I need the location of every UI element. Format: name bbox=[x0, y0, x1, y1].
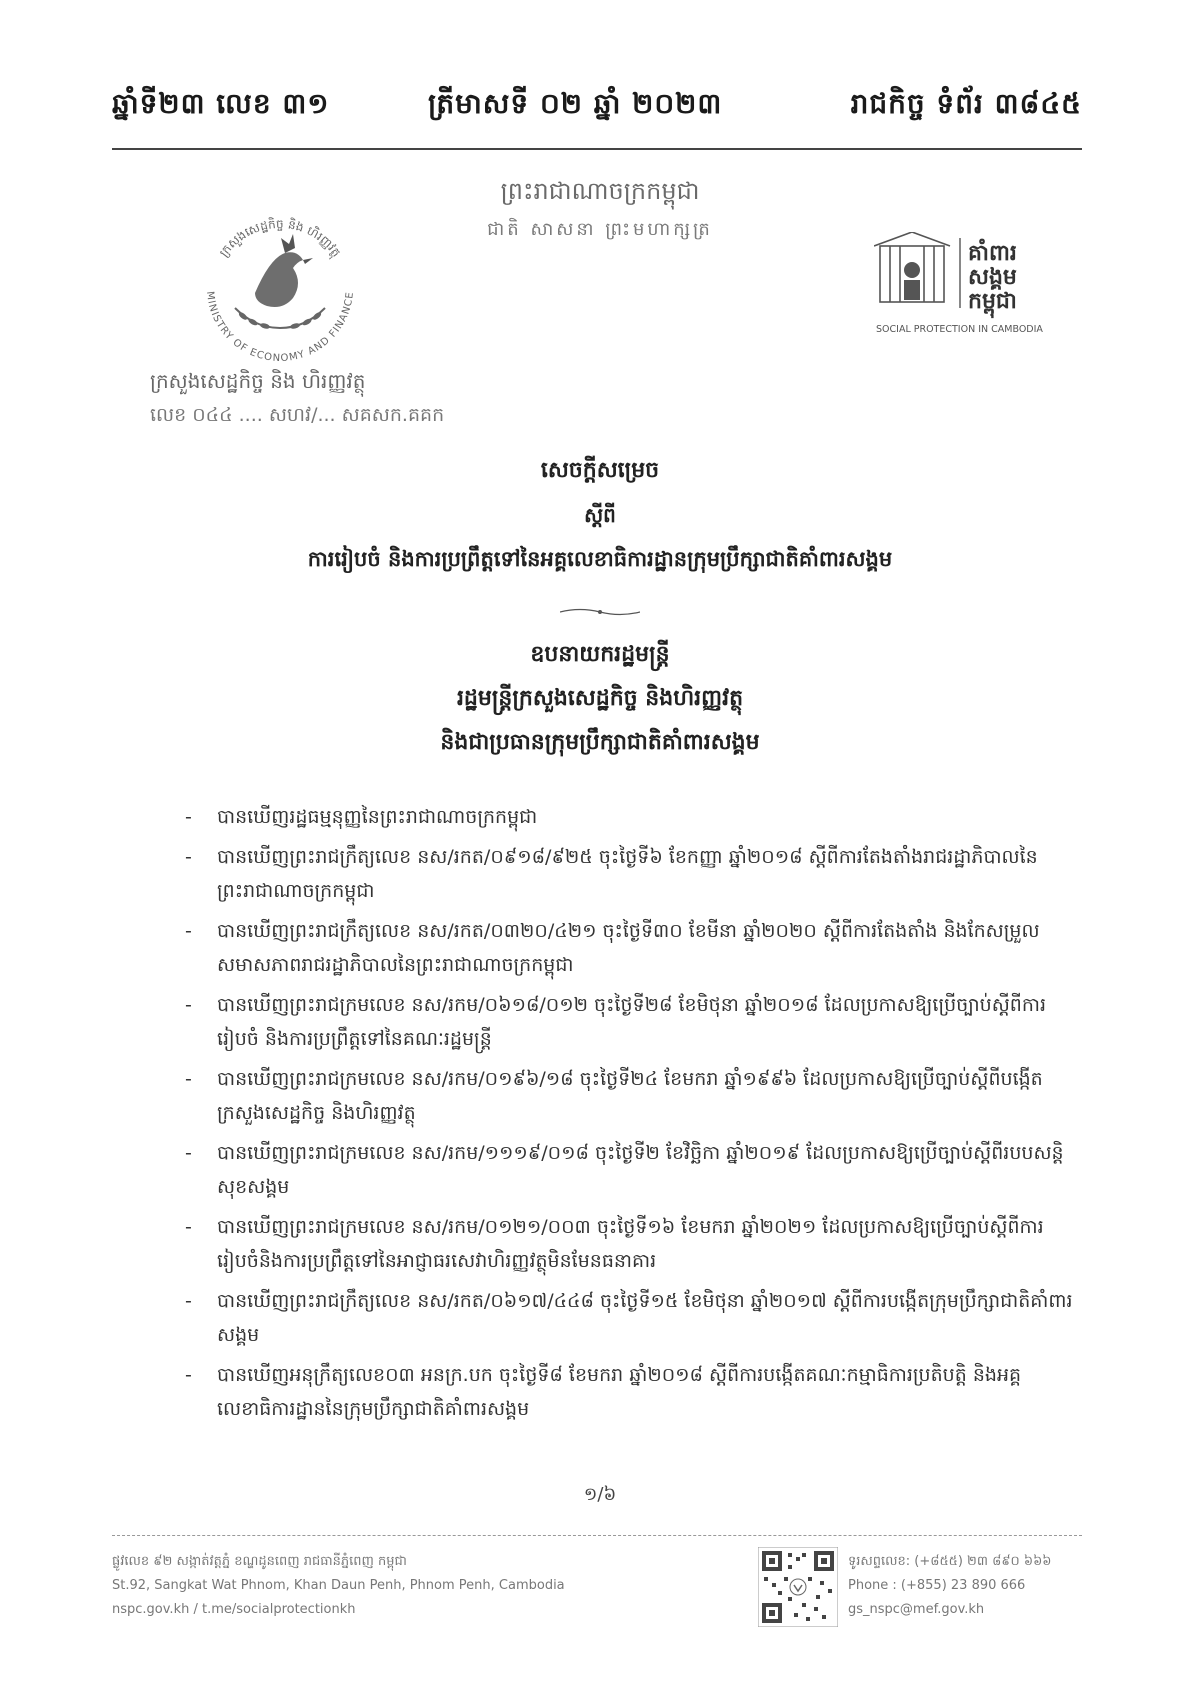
national-motto: ជាតិ សាសនា ព្រះមហាក្សត្រ bbox=[487, 219, 713, 240]
sp-logo-km-3: កម្ពុជា bbox=[968, 289, 1017, 314]
gazette-page: រាជកិច្ច ទំព័រ ៣៨៤៥ bbox=[850, 87, 1082, 120]
gazette-year-issue: ឆ្នាំទី២៣ លេខ ៣១ bbox=[112, 87, 330, 120]
list-item: - បានឃើញព្រះរាជក្រមលេខ នស/រកម/០១២១/០០៣ ចុះថ្ងៃទី១៦ ខែមករា ឆ្នាំ២០២១ ដែលប្រកាសឱ្យប្រើច្បាប់ស្តីពីការរៀបចំនិងការប្រព្រឹត្តទៅនៃអាជ្ញាធរសេវាហិរញ្ញវត្ថុមិនមែនធនាគារ bbox=[185, 1216, 1044, 1272]
phone-km: ទូរសព្ទលេខ: (+៨៥៥) ២៣ ៨៩០ ៦៦៦ bbox=[848, 1554, 1052, 1569]
address-km: ផ្លូវលេខ ៩២ សង្កាត់វត្តភ្នំ ខណ្ឌដូនពេញ រាជធានីភ្នំពេញ កម្ពុជា bbox=[112, 1554, 407, 1569]
list-item: - បានឃើញព្រះរាជក្រឹត្យលេខ នស/រកត/០៩១៨/៩២៥ ចុះថ្ងៃទី៦ ខែកញ្ញា ឆ្នាំ២០១៨ ស្តីពីការតែងតាំងរាជរដ្ឋាភិបាលនៃព្រះរាជាណាចក្រកម្ពុជា bbox=[185, 846, 1038, 902]
sp-logo-km-2: សង្គម bbox=[968, 265, 1017, 290]
seal-text-en: MINISTRY OF ECONOMY AND FINANCE bbox=[203, 290, 356, 365]
decision-title bbox=[200, 456, 1000, 577]
legal-basis-list bbox=[185, 800, 1075, 1432]
ref-prefix: លេខ bbox=[150, 404, 187, 426]
ministry-seal-icon bbox=[185, 198, 375, 368]
page-number: ១/៦ bbox=[583, 1484, 617, 1505]
kingdom-name: ព្រះរាជាណាចក្រកម្ពុជា bbox=[500, 177, 700, 205]
signatory-title-3: និងជាប្រធានក្រុមប្រឹក្សាជាតិគាំពារសង្គម bbox=[440, 730, 760, 755]
ref-suffix: សគសក.គគក bbox=[341, 404, 445, 426]
social-protection-logo-icon bbox=[874, 232, 1080, 342]
list-item: - បានឃើញព្រះរាជក្រមលេខ នស/រកម/១១១៩/០១៨ ចុះថ្ងៃទី២ ខែវិច្ឆិកា ឆ្នាំ២០១៩ ដែលប្រកាសឱ្យប្រើច្បាប់ស្តីពីរបបសន្តិសុខសង្គម bbox=[185, 1142, 1064, 1198]
footer-links[interactable]: nspc.gov.kh / t.me/socialprotectionkh bbox=[112, 1602, 356, 1617]
title-decision: សេចក្តីសម្រេច bbox=[540, 458, 660, 483]
title-subject: ការរៀបចំ និងការប្រព្រឹត្តទៅនៃអគ្គលេខាធិការដ្ឋានក្រុមប្រឹក្សាជាតិគាំពារសង្គម bbox=[307, 547, 893, 571]
footer-contact bbox=[848, 1550, 1088, 1622]
list-item: - បានឃើញរដ្ឋធម្មនុញ្ញនៃព្រះរាជាណាចក្រកម្ពុជា bbox=[185, 806, 538, 828]
sp-logo-km-1: គាំពារ bbox=[968, 241, 1017, 266]
address-en: St.92, Sangkat Wat Phnom, Khan Daun Penh, Phnom Penh, Cambodia bbox=[112, 1578, 565, 1593]
signatory-block bbox=[200, 640, 1000, 772]
list-item: - បានឃើញព្រះរាជក្រឹត្យលេខ នស/រកត/០៦១៧/៤៤៨ ចុះថ្ងៃទី១៥ ខែមិថុនា ឆ្នាំ២០១៧ ស្តីពីការបង្កើតក្រុមប្រឹក្សាជាតិគាំពារសង្គម bbox=[185, 1290, 1073, 1346]
signatory-title-1: ឧបនាយករដ្ឋមន្ត្រី bbox=[530, 642, 670, 667]
list-item: - បានឃើញអនុក្រឹត្យលេខ០៣ អនក្រ.បក ចុះថ្ងៃទី៨ ខែមករា ឆ្នាំ២០១៨ ស្តីពីការបង្កើតគណៈកម្មាធិការប្រតិបត្តិ និងអគ្គលេខាធិការដ្ឋាននៃក្រុមប្រឹក្សាជាតិគាំពារសង្គម bbox=[185, 1364, 1022, 1420]
svg-text:ក្រសួងសេដ្ឋកិច្ច និង ហិរញ្ញវត្ bbox=[217, 216, 344, 261]
gazette-header bbox=[112, 86, 1082, 146]
phone-en: Phone : (+855) 23 890 666 bbox=[848, 1578, 1026, 1593]
ref-middle: សហវ bbox=[268, 404, 312, 426]
footer-address bbox=[112, 1550, 672, 1622]
qr-code-icon bbox=[758, 1547, 838, 1627]
ornament-divider-icon bbox=[560, 605, 640, 619]
signatory-title-2: រដ្ឋមន្ត្រីក្រសួងសេដ្ឋកិច្ច និងហិរញ្ញវត្ថុ bbox=[456, 686, 744, 711]
kingdom-motto bbox=[360, 176, 840, 244]
list-item: - បានឃើញព្រះរាជក្រមលេខ នស/រកម/០៦១៨/០១២ ចុះថ្ងៃទី២៨ ខែមិថុនា ឆ្នាំ២០១៨ ដែលប្រកាសឱ្យប្រើច្បាប់ស្តីពីការរៀបចំ និងការប្រព្រឹត្តទៅនៃគណៈរដ្ឋមន្ត្រី bbox=[185, 994, 1046, 1050]
list-item: - បានឃើញព្រះរាជក្រឹត្យលេខ នស/រកត/០៣២០/៤២១ ចុះថ្ងៃទី៣០ ខែមីនា ឆ្នាំ២០២០ ស្តីពីការតែងតាំង និងកែសម្រួលសមាសភាពរាជរដ្ឋាភិបាលនៃព្រះរាជាណាចក្រកម្ពុជា bbox=[185, 920, 1040, 976]
reference-number: លេខ ០៤៤ .... សហវ/... សគសក.គគក bbox=[150, 404, 445, 426]
sp-logo-en: SOCIAL PROTECTION IN CAMBODIA bbox=[876, 324, 1043, 335]
title-on: ស្តីពី bbox=[584, 503, 616, 527]
ref-number: ០៤៤ bbox=[192, 404, 233, 426]
email-link[interactable]: gs_nspc@mef.gov.kh bbox=[848, 1602, 985, 1617]
header-divider bbox=[112, 148, 1082, 150]
seal-text-km: ក្រសួងសេដ្ឋកិច្ច និង ហិរញ្ញវត្ថុ bbox=[216, 216, 344, 260]
gazette-quarter: ត្រីមាសទី ០២ ឆ្នាំ ២០២៣ bbox=[428, 87, 723, 120]
footer-divider bbox=[112, 1535, 1082, 1536]
issuing-ministry: ក្រសួងសេដ្ឋកិច្ច និង ហិរញ្ញវត្ថុ bbox=[150, 369, 366, 393]
list-item: - បានឃើញព្រះរាជក្រមលេខ នស/រកម/០១៩៦/១៨ ចុះថ្ងៃទី២៤ ខែមករា ឆ្នាំ១៩៩៦ ដែលប្រកាសឱ្យប្រើច្បាប់ស្តីពីបង្កើតក្រសួងសេដ្ឋកិច្ច និងហិរញ្ញវត្ថុ bbox=[185, 1068, 1043, 1124]
